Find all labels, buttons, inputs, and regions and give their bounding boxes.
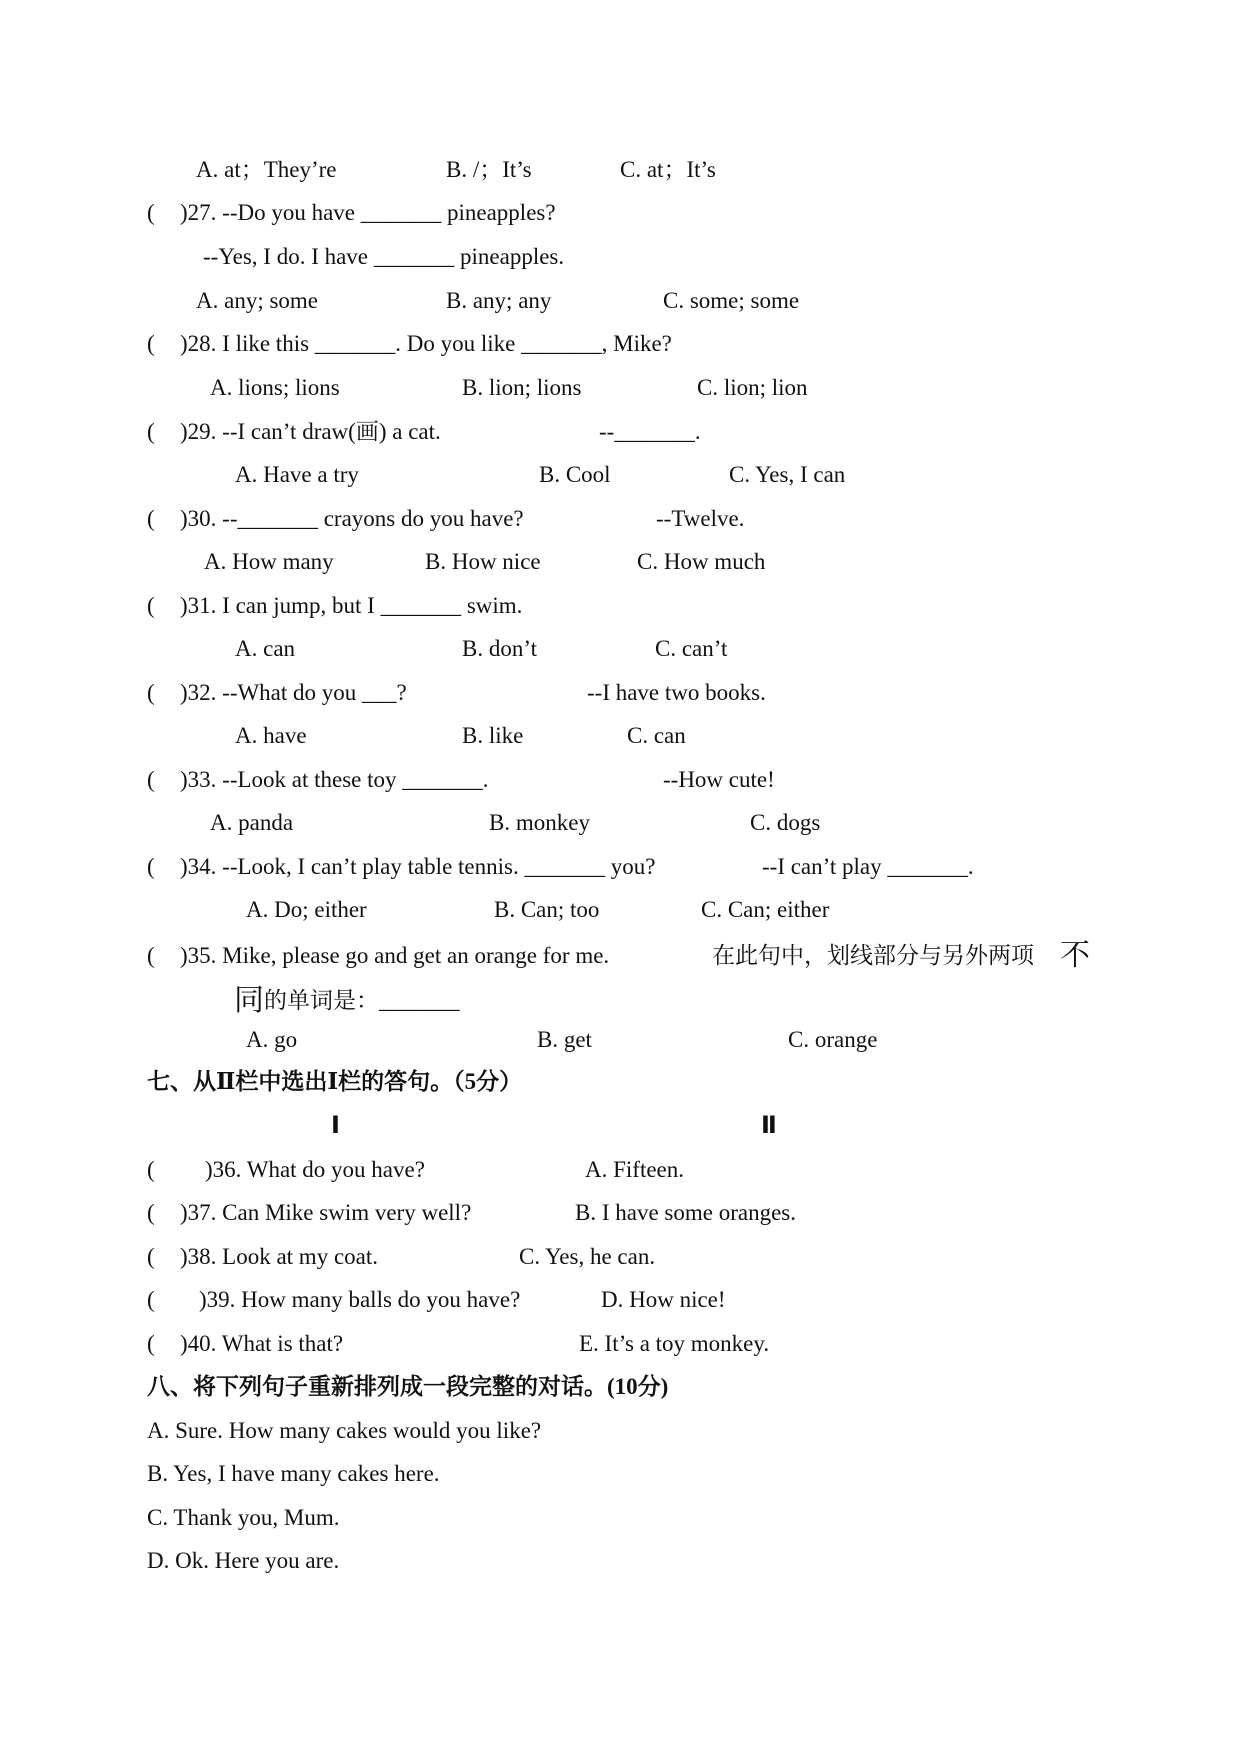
option-c: C. can’t xyxy=(655,636,728,661)
answer-paren: ( xyxy=(147,943,155,968)
option-b: B. like xyxy=(462,723,524,748)
question-text: )32. --What do you ___? xyxy=(180,680,407,705)
dialogue-item-b xyxy=(0,1454,1241,1494)
question-text: )34. --Look, I can’t play table tennis. _______ you? xyxy=(180,854,656,879)
question-30-options xyxy=(0,542,1241,582)
dialogue-item-d xyxy=(0,1541,1241,1581)
answer-paren: ( xyxy=(147,1244,155,1269)
option-c: C. some; some xyxy=(663,288,800,313)
instruction-text: 的单词是：_______ xyxy=(264,988,460,1013)
dialogue-sentence: D. Ok. Here you are. xyxy=(147,1548,340,1573)
answer-paren: ( xyxy=(147,767,155,792)
q26-options xyxy=(0,150,1241,190)
section-title: 七、从Ⅱ栏中选出Ⅰ栏的答句。（5分） xyxy=(147,1069,523,1094)
dialogue-item-c xyxy=(0,1498,1241,1538)
option-b: B. lion; lions xyxy=(462,375,582,400)
question-text: )28. I like this _______. Do you like _______, Mike? xyxy=(180,331,672,356)
answer-paren: ( xyxy=(147,506,155,531)
question-32-options xyxy=(0,716,1241,756)
option-b: B. any; any xyxy=(446,288,552,313)
emphasis-char: 同 xyxy=(234,984,264,1017)
dialogue-item-a xyxy=(0,1411,1241,1451)
question-text: )35. Mike, please go and get an orange for me. xyxy=(180,943,610,968)
match-answer: D. How nice! xyxy=(601,1287,726,1312)
option-b: B. /；It’s xyxy=(446,157,532,182)
option-a: A. go xyxy=(246,1027,298,1052)
question-34 xyxy=(0,847,1241,887)
question-35-options xyxy=(0,1020,1241,1060)
reply-text: --How cute! xyxy=(663,767,775,792)
question-29 xyxy=(0,412,1241,452)
reply-text: --Twelve. xyxy=(656,506,745,531)
question-33 xyxy=(0,760,1241,800)
section-8-title xyxy=(0,1367,1241,1407)
question-text: )31. I can jump, but I _______ swim. xyxy=(180,593,523,618)
section-title: 八、将下列句子重新排列成一段完整的对话。(10分) xyxy=(147,1374,669,1399)
option-c: C. dogs xyxy=(750,810,821,835)
dialogue-sentence: C. Thank you, Mum. xyxy=(147,1505,340,1530)
answer-paren: ( xyxy=(147,419,155,444)
question-28-options xyxy=(0,368,1241,408)
option-b: B. How nice xyxy=(425,549,541,574)
option-c: C. orange xyxy=(788,1027,878,1052)
question-32 xyxy=(0,673,1241,713)
question-31 xyxy=(0,586,1241,626)
match-question: )40. What is that? xyxy=(180,1331,344,1356)
match-row-39 xyxy=(0,1280,1241,1320)
option-b: B. Cool xyxy=(539,462,611,487)
match-row-38 xyxy=(0,1237,1241,1277)
option-a: A. any; some xyxy=(196,288,319,313)
option-a: A. Have a try xyxy=(235,462,359,487)
option-a: A. lions; lions xyxy=(210,375,340,400)
instruction-text: 在此句中，划线部分与另外两项 xyxy=(712,943,1034,968)
question-28 xyxy=(0,324,1241,364)
question-text: )29. --I can’t draw(画) a cat. xyxy=(180,419,441,444)
option-b: B. Can; too xyxy=(494,897,600,922)
question-27-line2 xyxy=(0,237,1241,277)
option-c: C. can xyxy=(627,723,686,748)
answer-paren: ( xyxy=(147,593,155,618)
answer-paren: ( xyxy=(147,1287,155,1312)
section-7-title xyxy=(0,1062,1241,1102)
option-c: C. lion; lion xyxy=(697,375,808,400)
question-33-options xyxy=(0,803,1241,843)
match-answer: B. I have some oranges. xyxy=(575,1200,796,1225)
option-b: B. get xyxy=(537,1027,592,1052)
column-2-header: Ⅱ xyxy=(761,1112,777,1139)
question-text: --Yes, I do. I have _______ pineapples. xyxy=(203,244,565,269)
match-question: )37. Can Mike swim very well? xyxy=(180,1200,472,1225)
option-c: C. Can; either xyxy=(701,897,830,922)
option-a: A. Do; either xyxy=(246,897,367,922)
option-a: A. How many xyxy=(204,549,334,574)
match-row-40 xyxy=(0,1324,1241,1364)
dialogue-sentence: A. Sure. How many cakes would you like? xyxy=(147,1418,542,1443)
reply-text: --_______. xyxy=(599,419,701,444)
answer-paren: ( xyxy=(147,1200,155,1225)
section-7-column-headers xyxy=(0,1106,1241,1146)
question-34-options xyxy=(0,890,1241,930)
answer-paren: ( xyxy=(147,200,155,225)
question-35 xyxy=(0,936,1241,976)
match-question: )36. What do you have? xyxy=(205,1157,425,1182)
question-text: )27. --Do you have _______ pineapples? xyxy=(180,200,556,225)
question-31-options xyxy=(0,629,1241,669)
question-30 xyxy=(0,499,1241,539)
answer-paren: ( xyxy=(147,1157,155,1182)
option-a: A. panda xyxy=(210,810,294,835)
option-a: A. at；They’re xyxy=(196,157,337,182)
match-answer: A. Fifteen. xyxy=(585,1157,685,1182)
option-a: A. have xyxy=(235,723,307,748)
question-27 xyxy=(0,193,1241,233)
option-b: B. monkey xyxy=(489,810,590,835)
dialogue-sentence: B. Yes, I have many cakes here. xyxy=(147,1461,440,1486)
question-35-line2 xyxy=(0,981,1241,1021)
question-text: )30. --_______ crayons do you have? xyxy=(180,506,524,531)
option-c: C. at；It’s xyxy=(620,157,716,182)
option-a: A. can xyxy=(235,636,296,661)
match-row-36 xyxy=(0,1150,1241,1190)
match-question: )39. How many balls do you have? xyxy=(199,1287,521,1312)
reply-text: --I have two books. xyxy=(587,680,766,705)
option-b: B. don’t xyxy=(462,636,537,661)
option-c: C. How much xyxy=(637,549,766,574)
match-answer: C. Yes, he can. xyxy=(519,1244,656,1269)
option-c: C. Yes, I can xyxy=(729,462,846,487)
question-29-options xyxy=(0,455,1241,495)
answer-paren: ( xyxy=(147,680,155,705)
answer-paren: ( xyxy=(147,854,155,879)
answer-paren: ( xyxy=(147,331,155,356)
match-answer: E. It’s a toy monkey. xyxy=(579,1331,770,1356)
answer-paren: ( xyxy=(147,1331,155,1356)
column-1-header: Ⅰ xyxy=(331,1112,340,1139)
question-text: )33. --Look at these toy _______. xyxy=(180,767,489,792)
match-question: )38. Look at my coat. xyxy=(180,1244,379,1269)
match-row-37 xyxy=(0,1193,1241,1233)
emphasis-char: 不 xyxy=(1060,939,1090,972)
reply-text: --I can’t play _______. xyxy=(762,854,974,879)
question-27-options xyxy=(0,281,1241,321)
